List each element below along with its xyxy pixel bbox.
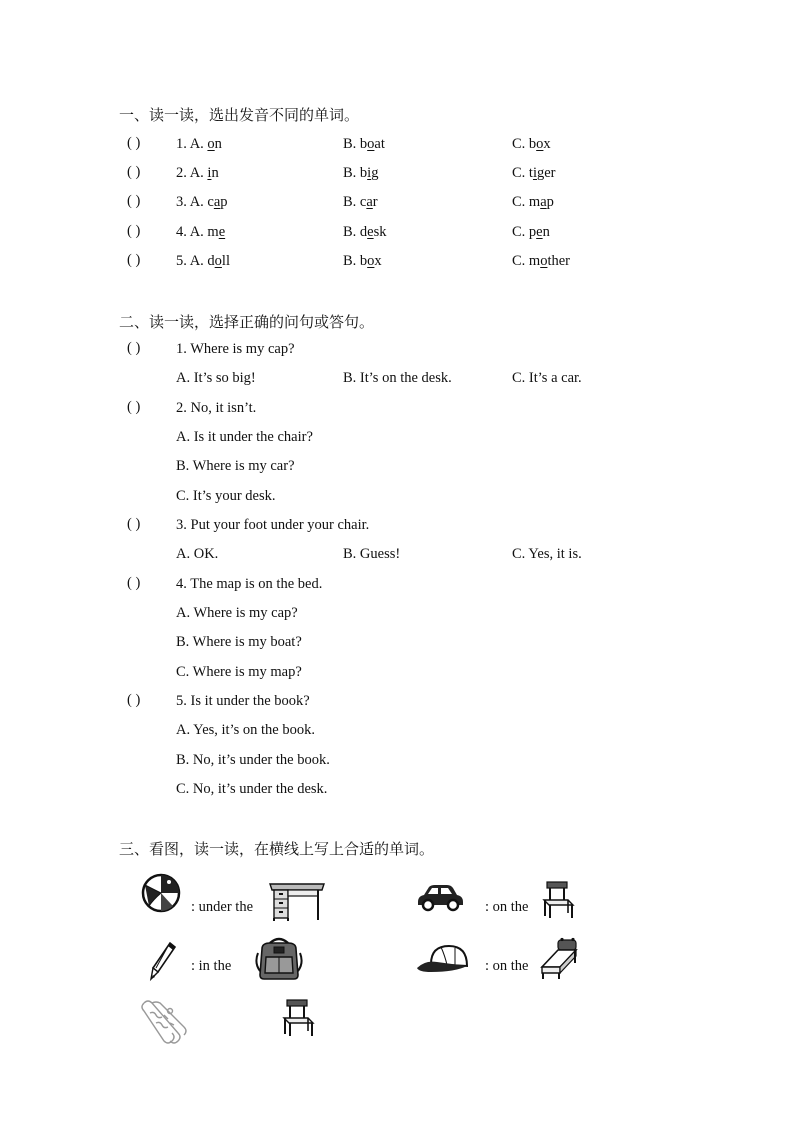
question-number: 1. A. (176, 136, 204, 152)
cap-icon (415, 942, 471, 976)
word-c (512, 165, 556, 181)
word-a (207, 194, 227, 210)
word-part: n (211, 165, 219, 181)
option-c (512, 164, 556, 182)
option-a (176, 164, 219, 182)
word-part: d (207, 253, 215, 269)
option-c: C. Yes, it is. (512, 546, 582, 562)
word-c (512, 194, 554, 210)
underlined-letter: i (207, 165, 212, 181)
question-number: 2. A. (176, 165, 204, 181)
word-part: x (543, 136, 551, 152)
answer-bracket[interactable]: ( ) (127, 252, 141, 268)
word-part: m (207, 224, 219, 240)
question-stem: 5. Is it under the book? (176, 693, 310, 709)
underlined-letter: o (367, 136, 375, 152)
word-part: C. m (512, 194, 541, 210)
option-b: B. Where is my car? (176, 458, 295, 474)
word-part: at (374, 136, 385, 152)
word-part: r (372, 194, 378, 210)
word-part: ther (547, 253, 570, 269)
option-a (176, 252, 230, 270)
chair-icon (540, 880, 576, 920)
option-c (512, 252, 570, 270)
answer-bracket[interactable]: ( ) (127, 193, 141, 209)
word-part: C. b (512, 136, 537, 152)
word-part: B. b (343, 165, 368, 181)
underlined-letter: e (536, 224, 543, 240)
option-b: B. No, it’s under the book. (176, 752, 330, 768)
word-part: p (546, 194, 554, 210)
word-part: c (207, 194, 214, 210)
answer-bracket[interactable]: ( ) (127, 516, 141, 532)
word-b (343, 194, 378, 210)
option-a: A. OK. (176, 546, 219, 562)
word-part: B. d (343, 224, 368, 240)
answer-bracket[interactable]: ( ) (127, 692, 141, 708)
option-b (343, 223, 387, 241)
answer-bracket[interactable]: ( ) (127, 164, 141, 180)
word-part: C. p (512, 224, 537, 240)
word-part: B. b (343, 253, 368, 269)
bed-icon (540, 937, 580, 981)
option-a (176, 193, 228, 211)
word-part: C. m (512, 253, 541, 269)
underlined-letter: i (532, 165, 537, 181)
answer-bracket[interactable]: ( ) (127, 399, 141, 415)
option-c (512, 135, 551, 153)
question-number: 3. A. (176, 194, 204, 210)
question-number: 5. A. (176, 253, 204, 269)
word-b (343, 253, 382, 269)
word-part: n (214, 136, 222, 152)
option-c: C. It’s a car. (512, 370, 582, 386)
map-icon (134, 997, 190, 1047)
word-part: B. b (343, 136, 368, 152)
option-b (343, 164, 378, 182)
option-b: B. Where is my boat? (176, 634, 302, 650)
underlined-letter: o (367, 253, 375, 269)
word-part: ll (221, 253, 230, 269)
option-a: A. Is it under the chair? (176, 429, 313, 445)
schoolbag-icon (254, 935, 304, 981)
underlined-letter: e (367, 224, 374, 240)
chair-icon (280, 998, 316, 1038)
underlined-letter: a (366, 194, 373, 210)
underlined-letter: a (213, 194, 221, 210)
option-a: A. Yes, it’s on the book. (176, 722, 315, 738)
section2-title: 二、读一读，选择正确的问句或答句。 (119, 313, 375, 331)
car-icon (415, 882, 465, 912)
word-part: p (220, 194, 228, 210)
option-c (512, 223, 550, 241)
word-c (512, 224, 550, 240)
section3-title: 三、看图，读一读，在横线上写上合适的单词。 (119, 840, 435, 858)
word-c (512, 253, 570, 269)
underlined-letter: a (540, 194, 547, 210)
answer-bracket[interactable]: ( ) (127, 575, 141, 591)
question-number: 4. A. (176, 224, 204, 240)
word-b (343, 136, 385, 152)
word-part: sk (373, 224, 387, 240)
word-part: B. c (343, 194, 367, 210)
section1-title: 一、读一读，选出发音不同的单词。 (119, 106, 360, 124)
option-c: C. It’s your desk. (176, 488, 276, 504)
option-a (176, 135, 222, 153)
word-part: ger (536, 165, 556, 181)
underlined-letter: o (536, 136, 544, 152)
item-text: : on the (485, 899, 529, 915)
answer-bracket[interactable]: ( ) (127, 340, 141, 356)
option-c: C. Where is my map? (176, 664, 302, 680)
option-b (343, 193, 378, 211)
item-text: : under the (191, 899, 254, 915)
option-c (512, 193, 554, 211)
word-a (207, 224, 225, 240)
pencil-icon (148, 940, 178, 982)
underlined-letter: i (367, 165, 372, 181)
word-a (207, 136, 222, 152)
ball-icon (139, 872, 183, 914)
option-a (176, 223, 225, 241)
option-b (343, 135, 385, 153)
word-part: n (542, 224, 550, 240)
word-part: C. t (512, 165, 533, 181)
word-part: g (371, 165, 379, 181)
question-stem: 2. No, it isn’t. (176, 400, 257, 416)
question-stem: 4. The map is on the bed. (176, 576, 323, 592)
word-a (207, 253, 230, 269)
underlined-letter: o (540, 253, 548, 269)
word-a (207, 165, 218, 181)
word-b (343, 224, 387, 240)
word-part: x (374, 253, 382, 269)
word-c (512, 136, 551, 152)
option-b: B. Guess! (343, 546, 401, 562)
item-text: : on the (485, 958, 529, 974)
question-stem: 1. Where is my cap? (176, 341, 295, 357)
option-b: B. It’s on the desk. (343, 370, 452, 386)
option-b (343, 252, 382, 270)
underlined-letter: o (214, 253, 222, 269)
underlined-letter: e (218, 224, 226, 240)
desk-icon (266, 878, 328, 922)
option-a: A. Where is my cap? (176, 605, 298, 621)
answer-bracket[interactable]: ( ) (127, 135, 141, 151)
question-stem: 3. Put your foot under your chair. (176, 517, 370, 533)
option-c: C. No, it’s under the desk. (176, 781, 328, 797)
option-a: A. It’s so big! (176, 370, 256, 386)
underlined-letter: o (207, 136, 215, 152)
word-b (343, 165, 378, 181)
item-text: : in the (191, 958, 232, 974)
answer-bracket[interactable]: ( ) (127, 223, 141, 239)
